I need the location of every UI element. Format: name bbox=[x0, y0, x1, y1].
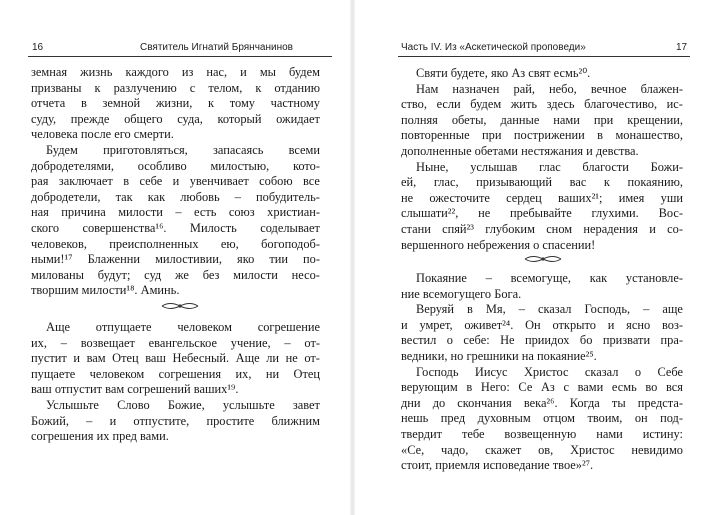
text-line: земная жизнь каждого из нас, и мы будем bbox=[31, 65, 320, 79]
text-line: вестил о себе: Не приидох бо призвати пра- bbox=[401, 333, 683, 348]
text-line: ей, глас, призывающий вас к покаянию, bbox=[401, 175, 683, 190]
text-line: полняя обеты, данные нами при крещении, bbox=[401, 112, 683, 127]
text-line: рая заключает в себе и увенчивает собою все bbox=[31, 174, 320, 189]
text-line: слышати²², не пребывайте глухими. Вос- bbox=[401, 206, 683, 221]
text-line: повторенные при пострижении в монашество, bbox=[401, 128, 683, 143]
left-text-block-1 bbox=[31, 65, 320, 299]
right-text-block-2 bbox=[401, 271, 683, 474]
text-line: дни до скончания века²⁶. Когда ты предста- bbox=[401, 395, 683, 410]
text-line: Покаяние – всемогуще, как установле- bbox=[416, 271, 683, 285]
running-head-right: Часть IV. Из «Аскетической проповеди» bbox=[401, 42, 586, 53]
text-line: добродетели, так как любовь – побудитель- bbox=[31, 189, 320, 204]
text-line: стани спяй²³ глубоким сном нерадения и со- bbox=[401, 221, 683, 236]
text-line: человеков, преисполненных ею, богоподоб- bbox=[31, 236, 320, 251]
text-line: суду, прежде общего суда, который ожидает bbox=[31, 111, 320, 126]
text-line: творшим милости¹⁸. Аминь. bbox=[31, 283, 180, 298]
page-number-right: 17 bbox=[676, 42, 688, 53]
right-text-block-1 bbox=[401, 66, 683, 253]
text-line: их, – возвещает евангельское учение, – от- bbox=[31, 335, 320, 350]
text-line: Услышьте Слово Божие, услышьте завет bbox=[46, 397, 320, 412]
text-line: Божий, – и отпустите, простите ближним bbox=[31, 413, 320, 428]
text-line: Нам назначен рай, небо, вечное блажен- bbox=[416, 81, 683, 96]
text-line: пущаете человеком согрешения их, ни Отец bbox=[31, 366, 320, 381]
right-page bbox=[353, 0, 705, 515]
ornament-divider-right bbox=[523, 254, 563, 264]
running-head-left: Святитель Игнатий Брянчанинов bbox=[140, 42, 293, 53]
text-line: отчета в земной жизни, к тому частному bbox=[31, 96, 320, 111]
text-line: нешь пред духовным отцом твоим, он под- bbox=[401, 411, 683, 426]
text-line: твердит тебе возвещенную нами истину: bbox=[401, 426, 683, 441]
text-line: Ныне, услышав глас благости Божи- bbox=[416, 159, 683, 174]
left-page bbox=[0, 0, 352, 515]
page-number-left: 16 bbox=[32, 42, 44, 53]
text-line: призваны к разлучению с телом, к отданию bbox=[31, 80, 320, 95]
text-line: вершенного небрежения о спасении! bbox=[401, 237, 596, 252]
text-line: ными!¹⁷ Блаженни милостивии, яко тии по- bbox=[31, 252, 320, 267]
text-line: добродетелями, особливо милостыю, кото- bbox=[31, 158, 320, 173]
text-line: стоит, приемля исповедание твое»²⁷. bbox=[401, 458, 594, 473]
text-line: ваш отпустит вам согрешений ваших¹⁹. bbox=[31, 382, 239, 397]
text-line: ского совершенства¹⁶. Милость соделывает bbox=[31, 220, 320, 235]
text-line: не ожесточите сердец ваших²¹; имея уши bbox=[401, 190, 683, 205]
text-line: ведники, но грешники на покаяние²⁵. bbox=[401, 348, 597, 363]
text-line: дополненные обетами нестяжания и девства. bbox=[401, 143, 639, 158]
text-line: верующим в Него: Се Аз с вами есмь во вся bbox=[401, 380, 683, 395]
header-rule-right bbox=[398, 56, 690, 57]
text-line: Господь Иисус Христос сказал о Себе bbox=[416, 364, 683, 379]
text-line: согрешения их пред вами. bbox=[31, 429, 169, 444]
text-line: и умрет, оживет²⁴. Он открыто и ясно воз- bbox=[401, 317, 683, 332]
header-rule-left bbox=[28, 56, 332, 57]
text-line: ние всемогущего Бога. bbox=[401, 286, 522, 301]
text-line: Будем приготовляться, запасаясь всеми bbox=[46, 142, 320, 157]
text-line: ство, если будем жить здесь благочестиво, ис- bbox=[401, 97, 683, 112]
text-line: ная причина милости – есть союз христиан- bbox=[31, 205, 320, 220]
text-line: человека после его смерти. bbox=[31, 127, 174, 142]
text-line: пустит и вам Отец ваш Небесный. Аще ли не от- bbox=[31, 351, 320, 366]
left-text-block-2 bbox=[31, 320, 320, 445]
text-line: Святи будете, яко Аз свят есмь²⁰. bbox=[416, 66, 591, 80]
ornament-divider-left bbox=[160, 301, 200, 311]
text-line: милованы будут; суд же без милости несо- bbox=[31, 267, 320, 282]
text-line: Веруяй в Мя, – сказал Господь, – аще bbox=[416, 302, 683, 317]
text-line: Аще отпущаете человеком согрешение bbox=[46, 320, 320, 334]
text-line: «Се, чадо, скажет ов, Христос невидимо bbox=[401, 442, 683, 457]
